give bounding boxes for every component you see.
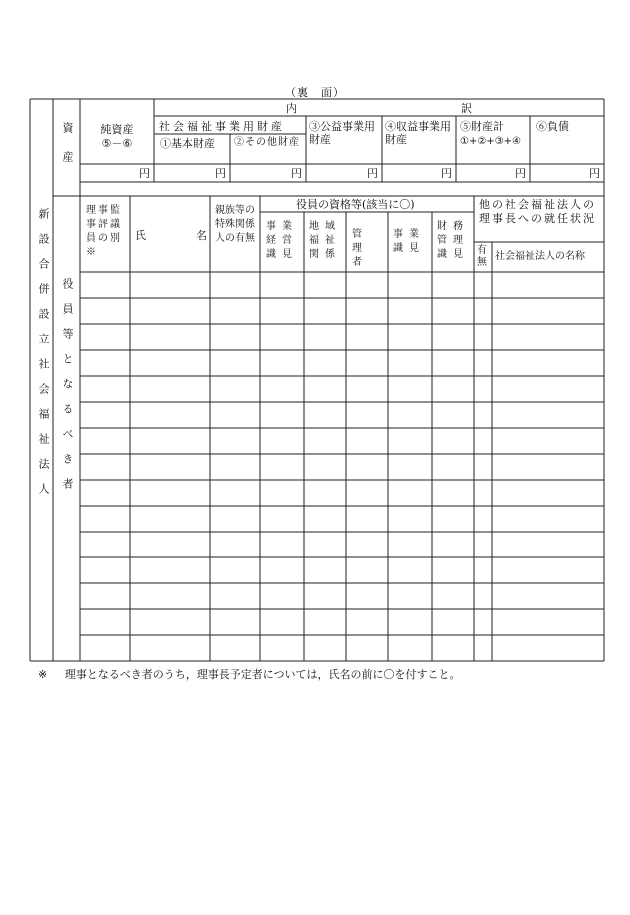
breakdown-label-left: 内 [286, 102, 297, 115]
yen-property-total: 円 [515, 167, 526, 180]
name-label-first: 氏 [135, 229, 146, 242]
yen-liabilities: 円 [589, 167, 600, 180]
footnote-text: 理事となるべき者のうち，理事長予定者については，氏名の前に〇を付すこと。 [64, 668, 461, 681]
presence-label: 有無 [477, 245, 487, 268]
breakdown-label-right: 訳 [461, 102, 472, 115]
other-property-label: ②その他財産 [234, 137, 300, 148]
qualification-header: 役員の資格等(該当に〇) [296, 198, 415, 211]
net-assets-label: 純資産 [100, 123, 134, 136]
revenue-property-label: ④収益事業用財産 [385, 120, 451, 146]
officers-section-label: 役員等となるべき者 [61, 278, 74, 503]
yen-public-interest: 円 [367, 167, 378, 180]
yen-net-assets: 円 [139, 167, 150, 180]
net-assets-formula: ⑤－⑥ [101, 137, 133, 150]
relatives-label: 親族等の特殊関係人の有無 [215, 205, 255, 244]
entity-label: 新設合併設立社会福祉法人 [37, 208, 50, 508]
financial-management-label: 財務管理識見 [437, 221, 469, 260]
business-management-label: 事業経営識見 [266, 221, 298, 260]
basic-property-label: ①基本財産 [160, 137, 215, 150]
community-welfare-label: 地域福祉関係 [309, 221, 341, 260]
footnote-mark: ※ [38, 668, 48, 681]
liabilities-label: ⑥負債 [536, 120, 569, 133]
page-heading: （裏 面） [285, 86, 345, 99]
social-welfare-property-label: 社会福祉事業用財産 [159, 120, 285, 133]
business-insight-label: 事業識見 [393, 229, 425, 254]
yen-other-property: 円 [291, 167, 302, 180]
position-type-label: 理事監事評議員の別※ [86, 205, 122, 258]
assets-section-label: 資産 [61, 122, 74, 180]
manager-label: 管理者 [352, 229, 368, 268]
property-total-label: ⑤財産計 [460, 120, 504, 133]
footnote [38, 666, 461, 682]
property-total-formula: ①+②+③+④ [460, 136, 521, 147]
public-interest-property-label: ③公益事業用財産 [309, 120, 375, 146]
yen-revenue: 円 [441, 167, 452, 180]
name-label-second: 名 [196, 229, 207, 242]
corp-name-label: 社会福祉法人の名称 [495, 251, 585, 262]
yen-basic-property: 円 [215, 167, 226, 180]
other-corp-status-label: 他の社会福祉法人の理事長への就任状況 [479, 198, 596, 225]
